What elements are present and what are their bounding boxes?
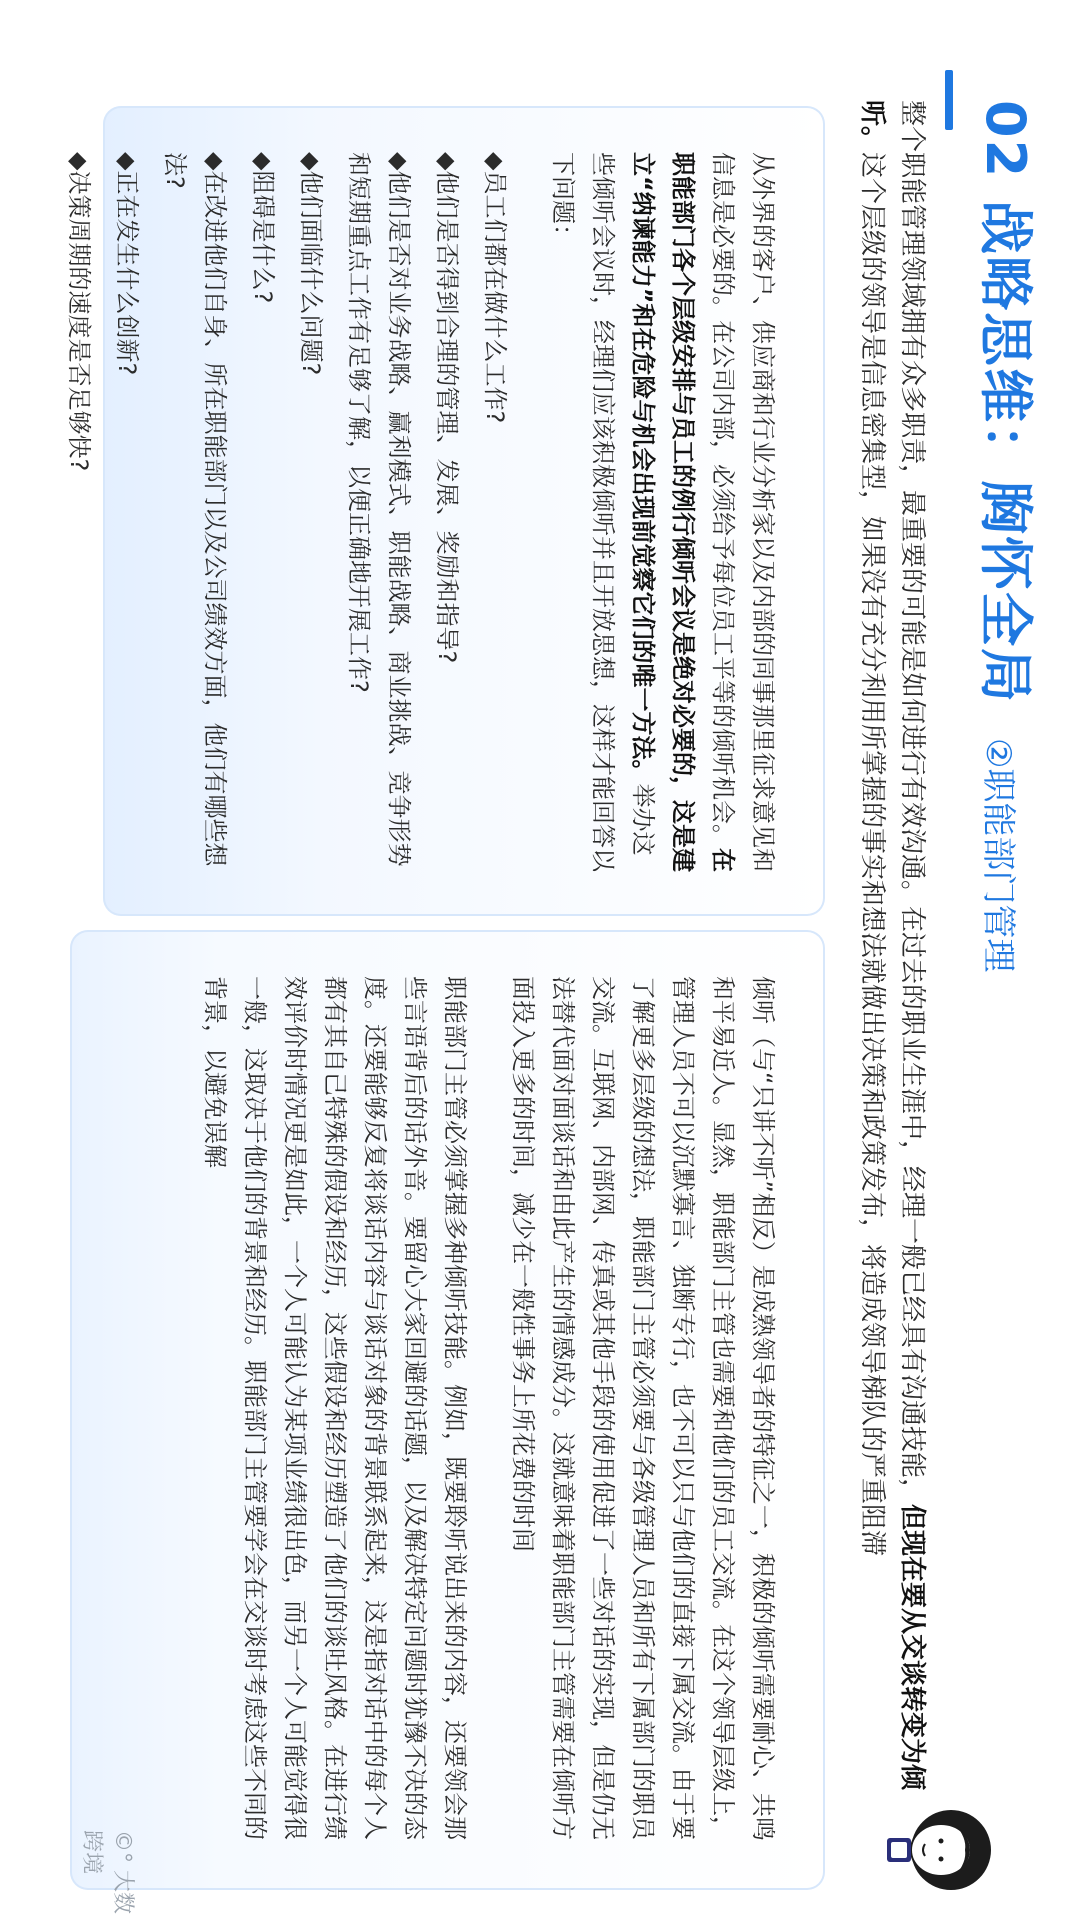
left-text-b: 举办这些倾听会议时，经理们应该积极倾听并且开放思想，这样才能回答以下问题： — [549, 152, 657, 872]
header — [971, 100, 1048, 1800]
right-card-paragraph-2: 职能部门主管必须掌握多种倾听技能。例如，既要聆听说出来的内容，还要领会那些言语背后的话外音。要留心大家回避的话题，以及解决特定问题时犹豫不决的态度。还要能够反复将谈话内容与谈话对象的背景联系起来，这是指对话中的每个人都有其自己特殊的假设和经历，这些假设和经历塑造了他们的谈吐风格。在进行绩效评价时情况更是如此，一个人可能认为某项业绩很出色，而另一个人可能觉得很一般，这取决于他们的背景和经历。职能部门主管要学会在交谈时考虑这些不同的背景，以避免误解 — [201, 976, 469, 1840]
intro-bold: 但现在要从交谈转变为倾听。 — [857, 100, 927, 1791]
page-subtitle: ②职能部门管理 — [978, 737, 1018, 973]
question-item: ◆他们面临什么问题? — [297, 152, 325, 376]
question-item: ◆决策周期的速度是否足够快? — [65, 152, 93, 472]
title-row — [971, 100, 1048, 1800]
right-card — [70, 930, 825, 1890]
right-card-paragraph-1: 倾听（与“只讲不听”相反）是成熟领导者的特征之一，积极的倾听需要耐心、共鸣和平易近人。显然，职能部门主管也需要和他们的员工交流。在这个领导层级上，管理人员不可以沉默寡言、独断专行，也不可以只与他们的直接下属交流。由于要了解更多层级的想法，职能部门主管必须要与各级管理人员和所有下属部门的职员交流。互联网、内部网、传真或其他手段的使用促进了一些对话的实现，但是仍无法替代面对面谈话和由此产生的情感成分。这就意味着职能部门主管需要在倾听方面投入更多的时间，减少在一般性事务上所花费的时间 — [509, 976, 777, 1841]
question-item: ◆在改进他们自身、所在职能部门以及公司绩效方面，他们有哪些想法? — [161, 152, 229, 867]
left-card-content — [51, 152, 783, 876]
question-item: ◆他们是否对业务战略、赢利模式、职能战略、商业挑战、竞争形势和短期重点工作有足够了解，以便正确地开展工作? — [345, 152, 413, 867]
question-item: ◆阻碍是什么? — [249, 152, 277, 304]
avatar-illustration — [875, 1802, 995, 1898]
watermark-icon: ©° — [110, 1830, 135, 1863]
title-underline — [945, 70, 953, 130]
intro-text2: 这个层级的领导是信息密集型，如果没有充分利用所掌握的事实和想法就做出决策和政策发布，将造成领导梯队的严重阻滞 — [857, 152, 887, 1557]
left-text-a: 从外界的客户、供应商和行业分析家以及内部的同事那里征求意见和信息是必要的。在公司内部，必须给予每位员工平等的倾听机会。 — [709, 152, 777, 872]
question-item: ◆正在发生什么创新? — [113, 152, 141, 376]
left-text-bold: 在职能部门各个层级安排与员工的例行倾听会议是绝对必要的，这是建立“纳谏能力”和在危险与机会出现前觉察它们的唯一方法。 — [629, 152, 737, 872]
question-item: ◆他们是否得到合理的管理、发展、奖励和指导? — [433, 152, 461, 664]
question-item: ◆员工们都在做什么工作? — [481, 152, 509, 424]
watermark-text: 大数跨境 — [79, 1830, 135, 1915]
page-title: 02 战略思维：胸怀全局 — [974, 100, 1037, 704]
intro-text: 整个职能管理领域拥有众多职责，最重要的可能是如何进行有效沟通。在过去的职业生涯中，经理一般已经具有沟通技能， — [897, 100, 927, 1505]
intro-paragraph — [852, 100, 932, 1820]
left-card-paragraph — [543, 152, 783, 876]
watermark — [78, 1830, 140, 1920]
left-card — [65, 106, 825, 916]
right-card-content — [167, 976, 783, 1850]
